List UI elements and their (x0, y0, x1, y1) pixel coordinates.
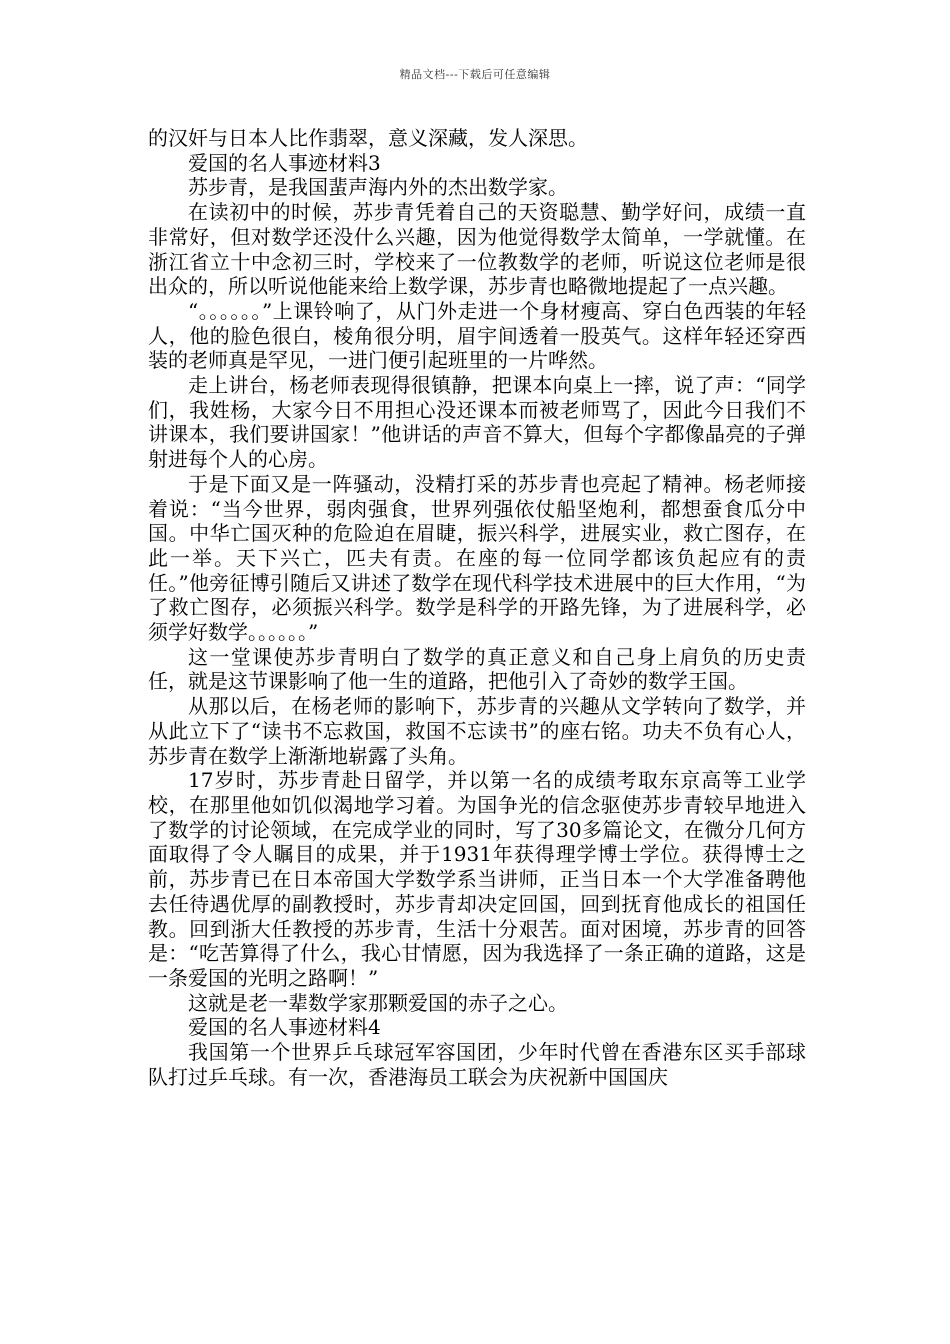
section-heading: 爱国的名人事迹材料3 (188, 150, 381, 175)
paragraph: 走上讲台，杨老师表现得很镇静，把课本向桌上一摔，说了声：“同学们，我姓杨，大家今日不用担心没还课本而被老师骂了，因此今日我们不讲课本，我们要讲国家！”他讲话的声音不算大，但每个字都像晶亮的子弹射进每个人的心房。 (148, 373, 806, 472)
paragraph: 17岁时，苏步青赴日留学，并以第一名的成绩考取东京高等工业学校，在那里他如饥似渴地学习着。为国争光的信念驱使苏步青较早地进入了数学的讨论领域，在完成学业的同时，写了30多篇论文，在微分几何方面取得了令人瞩目的成果，并于1931年获得理学博士学位。获得博士之前，苏步青已在日本帝国大学数学系当讲师，正当日本一个大学准备聘他去任待遇优厚的副教授时，苏步青却决定回国，回到抚育他成长的祖国任教。回到浙大任教授的苏步青，生活十分艰苦。面对困境，苏步青的回答是：“吃苦算得了什么，我心甘情愿，因为我选择了一条正确的道路，这是一条爱国的光明之路啊！” (148, 768, 806, 990)
paragraph: 在读初中的时候，苏步青凭着自己的天资聪慧、勤学好问，成绩一直非常好，但对数学还没什么兴趣，因为他觉得数学太简单，一学就懂。在浙江省立十中念初三时，学校来了一位教数学的老师，听说这位老师是很出众的，所以听说他能来给上数学课，苏步青也略微地提起了一点兴趣。 (148, 200, 806, 299)
paragraph: 这一堂课使苏步青明白了数学的真正意义和自己身上肩负的历史责任，就是这节课影响了他一生的道路，把他引入了奇妙的数学王国。 (148, 644, 806, 694)
paragraph: “。。。。。。”上课铃响了，从门外走进一个身材瘦高、穿白色西装的年轻人，他的脸色很白，棱角很分明，眉宇间透着一股英气。这样年轻还穿西装的老师真是罕见，一进门便引起班里的一片哗然。 (148, 298, 806, 373)
paragraph: 的汉奸与日本人比作翡翠，意义深藏，发人深思。 (148, 126, 588, 150)
paragraph: 苏步青，是我国蜚声海内外的杰出数学家。 (188, 175, 568, 200)
paragraph: 我国第一个世界乒乓球冠军容国团，少年时代曾在香港东区买手部球队打过乒乓球。有一次，香港海员工联会为庆祝新中国国庆 (148, 1040, 806, 1089)
section-heading: 爱国的名人事迹材料4 (188, 1015, 381, 1040)
paragraph: 这就是老一辈数学家那颗爱国的赤子之心。 (188, 990, 568, 1015)
page-header: 精品文档---下载后可任意编辑 (399, 68, 551, 81)
paragraph: 于是下面又是一阵骚动，没精打采的苏步青也亮起了精神。杨老师接着说：“当今世界，弱肉强食，世界列强依仗船坚炮利，都想蚕食瓜分中国。中华亡国灭种的危险迫在眉睫，振兴科学，进展实业，救亡图存，在此一举。天下兴亡，匹夫有责。在座的每一位同学都该负起应有的责任。”他旁征博引随后又讲述了数学在现代科学技术进展中的巨大作用，“为了救亡图存，必须振兴科学。数学是科学的开路先锋，为了进展科学，必须学好数学。。。。。。” (148, 471, 806, 645)
document-body (148, 126, 806, 1089)
paragraph: 从那以后，在杨老师的影响下，苏步青的兴趣从文学转向了数学，并从此立下了“读书不忘救国，救国不忘读书”的座右铭。功夫不负有心人，苏步青在数学上渐渐地崭露了头角。 (148, 694, 806, 768)
